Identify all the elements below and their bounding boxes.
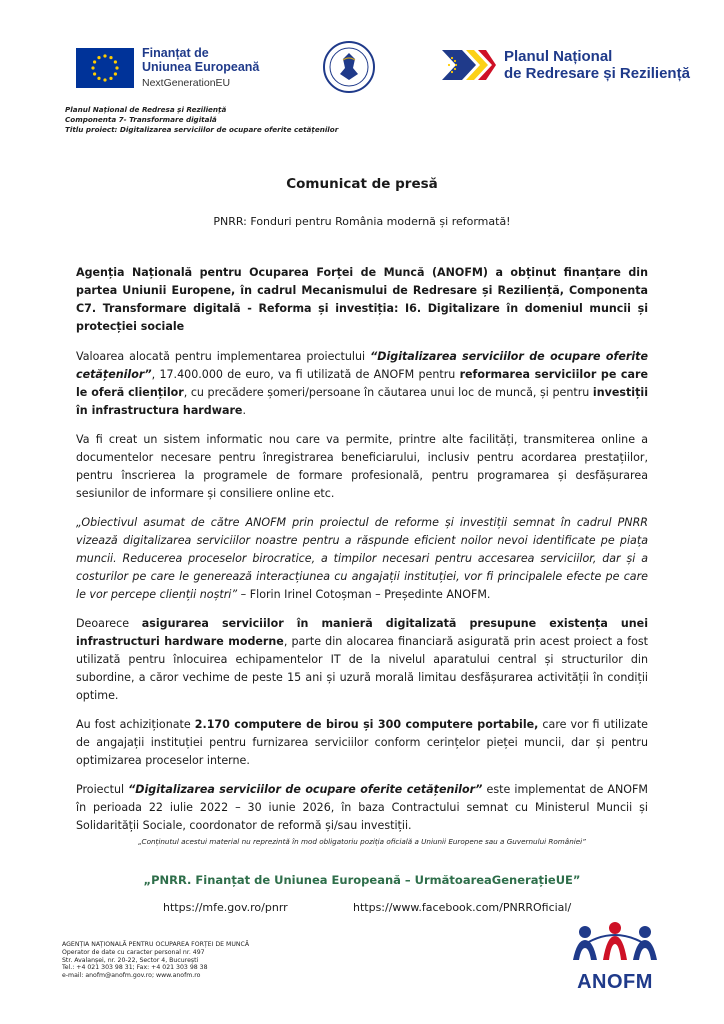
footer-line4: Tel.: +4 021 303 98 31; Fax: +4 021 303 98 38 [62, 964, 208, 972]
footer-contact-info [62, 941, 249, 980]
text-span: . [242, 404, 246, 417]
pnrr-flag-icon [440, 48, 498, 82]
text-span: care vor fi utilizate de angajații instituției pentru furnizarea serviciilor conform cerințelor pieței muncii, dar și pentru optimizarea proceselor interne. [76, 718, 648, 767]
mfe-link[interactable]: https://mfe.gov.ro/pnrr [163, 901, 288, 914]
slogan: „PNRR. Finanțat de Uniunea Europeană – UrmătoareaGenerațieUE” [143, 873, 581, 887]
text-span: Valoarea alocată pentru implementarea proiectului [76, 350, 371, 363]
romanian-government-seal-icon [322, 40, 376, 94]
paragraph-hardware [76, 615, 648, 705]
paragraph-implementation [76, 781, 648, 835]
text-span: Proiectul [76, 783, 129, 796]
project-info-line2: Componenta 7- Transformare digitală [65, 115, 217, 124]
pnrr-logo-line2: de Redresare și Reziliență [504, 65, 690, 82]
text-span: , parte din alocarea financiară asigurată prin acest proiect a fost utilizată pentru înlocuirea echipamentelor IT de la nivelul aparatului central și structurilor din subordine, a căror vechime de peste 15 ani și uzură morală limitau desfășurarea activității în condiții optime. [76, 635, 648, 702]
project-info-line1: Planul Național de Redresa și Reziliență [65, 105, 227, 114]
bold-text: 2.170 computere de birou și 300 computere portabile, [194, 718, 539, 731]
anofm-logo [565, 918, 665, 996]
pnrr-logo-line1: Planul Național [504, 48, 613, 65]
project-name: “Digitalizarea serviciilor de ocupare oferite cetățenilor” [76, 350, 649, 381]
footer-line3: Str. Avalanșei, nr. 20-22, Sector 4, București [62, 956, 199, 964]
text-span: , cu precădere șomeri/persoane în căutarea unui loc de muncă, și pentru [183, 386, 593, 399]
eu-logo-line1: Finanțat de [142, 46, 209, 60]
anofm-people-icon [565, 918, 665, 974]
press-release-body [76, 264, 648, 846]
page-subtitle: PNRR: Fonduri pentru România modernă și reformată! [213, 215, 511, 228]
quote-text: „Obiectivul asumat de către ANOFM prin proiectul de reforme și investiții semnat în cadrul PNRR vizează digitalizarea serviciilor noastre pentru a răspunde eficient noilor nevoi identificate pe piața muncii. Reducerea proceselor birocratice, a timpilor necesari pentru accesarea serviciilor, dar și a costurilor pe care le generează interacțiunea cu angajații instituției, vor fi principalele efecte pe care le vor percepe clienții noștri” [76, 516, 648, 601]
paragraph-computers [76, 716, 648, 770]
bold-text: reformarea serviciilor pe care le oferă clienților [76, 368, 648, 399]
eu-funding-logo [76, 46, 259, 90]
text-span: , 17.400.000 de euro, va fi utilizată de ANOFM pentru [151, 368, 460, 381]
project-name: “Digitalizarea serviciilor de ocupare oferite cetățenilor” [128, 783, 483, 796]
pnrr-logo [440, 48, 690, 82]
text-span: Deoarece [76, 617, 142, 630]
facebook-link[interactable]: https://www.facebook.com/PNRROficial/ [353, 901, 572, 914]
lead-paragraph: Agenția Națională pentru Ocuparea Forței de Muncă (ANOFM) a obținut finanțare din partea Uniunii Europene, în cadrul Mecanismului de Redresare și Reziliență, Componenta C7. Transformare digitală - Reforma și investiția: I6. Digitalizare în domeniul muncii și protecției sociale [76, 266, 648, 333]
quote-author: – Florin Irinel Cotoșman – Președinte ANOFM. [237, 588, 491, 601]
disclaimer: „Conținutul acestui material nu reprezintă în mod obligatoriu poziția oficială a Uniunii Europene sau a Guvernului României” [138, 837, 586, 846]
eu-logo-line3: NextGenerationEU [142, 77, 231, 89]
page-title: Comunicat de presă [286, 176, 438, 192]
footer-line5: e-mail: anofm@anofm.gov.ro; www.anofm.ro [62, 972, 201, 980]
links-row [163, 901, 613, 914]
text-span: Au fost achiziționate [76, 718, 195, 731]
paragraph-allocation [76, 348, 648, 420]
eu-flag-icon [76, 48, 134, 88]
bold-text: asigurarea serviciilor în manieră digitalizată presupune existența unei infrastructuri hardware moderne [76, 617, 648, 648]
bold-text: investiții în infrastructura hardware [76, 386, 648, 417]
project-info [65, 105, 338, 135]
text-span: este implementat de ANOFM în perioada 22 iulie 2022 – 30 iunie 2026, în baza Contractului semnat cu Ministerul Muncii și Solidarității Sociale, coordonator de reformă și/sau investiții. [76, 783, 648, 832]
paragraph-quote [76, 514, 648, 604]
footer-line1: AGENȚIA NAȚIONALĂ PENTRU OCUPAREA FORȚEI DE MUNCĂ [62, 941, 250, 948]
anofm-logo-text: ANOFM [577, 971, 653, 993]
paragraph-system: Va fi creat un sistem informatic nou care va permite, printre alte facilități, transmiterea online a documentelor necesare pentru înregistrarea beneficiarului, inclusiv pentru acordarea prestațiilor, pentru înscrierea la programele de formare profesională, pentru programarea și desfășurarea sesiunilor de informare și consiliere online etc. [76, 433, 648, 500]
project-info-line3: Titlu proiect: Digitalizarea serviciilor de ocupare oferite cetățenilor [65, 125, 339, 134]
header [0, 38, 724, 98]
eu-logo-line2: Uniunea Europeană [142, 60, 260, 74]
footer-line2: Operator de date cu caracter personal nr. 497 [62, 948, 205, 956]
